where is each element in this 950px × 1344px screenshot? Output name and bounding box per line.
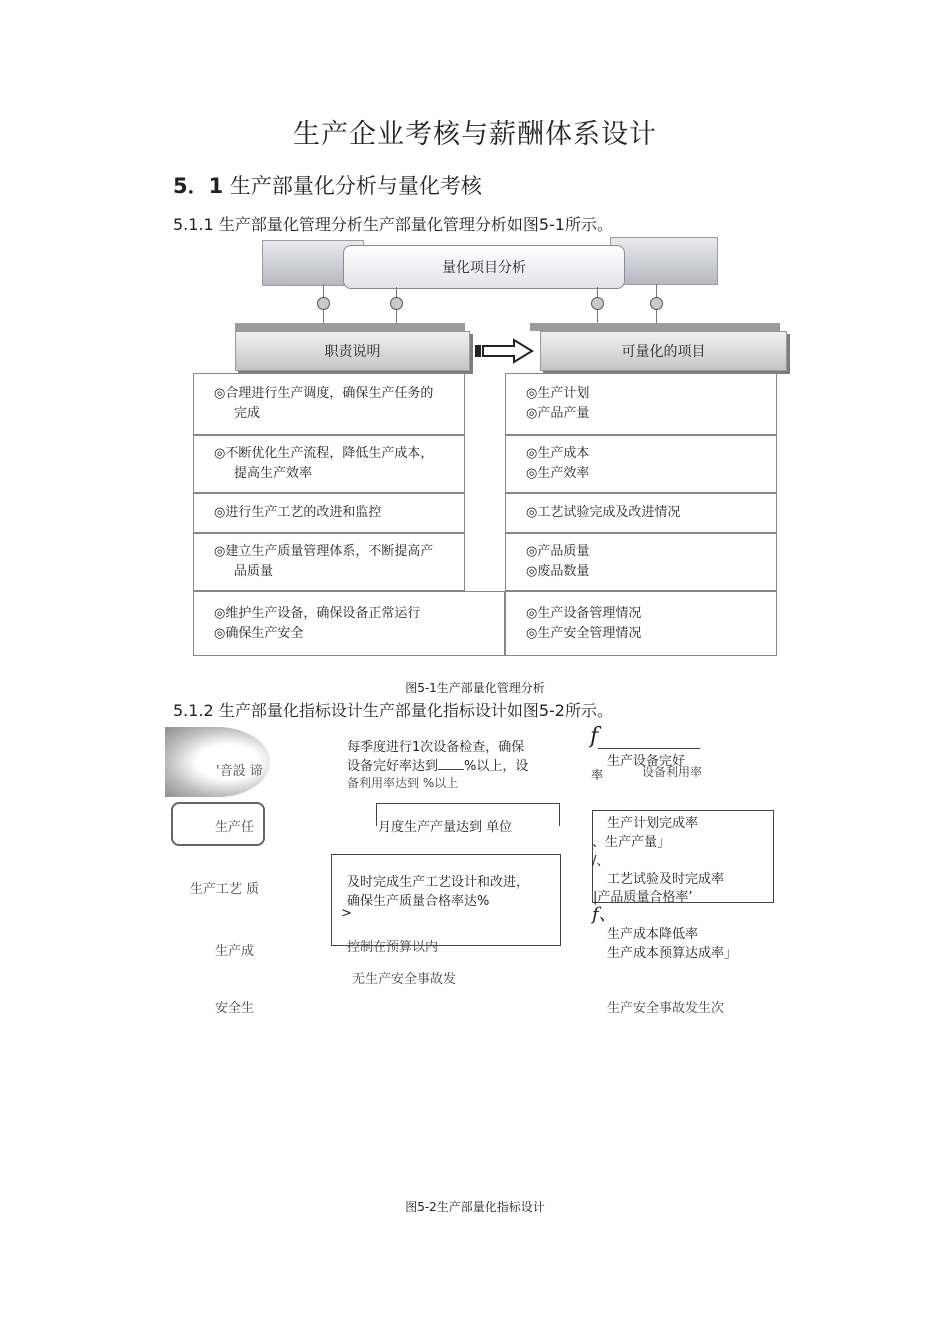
- equip-text-3: 备利用率达到 %以上: [347, 776, 459, 790]
- left-label-cost: 生产成: [215, 944, 255, 959]
- subsection-1-heading: [173, 212, 613, 235]
- connector-dot: [591, 297, 604, 310]
- duty-table: [193, 373, 777, 656]
- item-cell: [505, 493, 777, 533]
- craft-text-2: 确保生产质量合格率达%: [347, 894, 490, 909]
- item-line: ◎产品质量: [526, 544, 590, 559]
- right-arrow-icon: [474, 338, 536, 364]
- connector-dot: [650, 297, 663, 310]
- left-label-task: 生产任: [215, 820, 255, 835]
- banner-right-wing: [610, 237, 718, 285]
- item-line: ◎生产设备管理情况: [526, 605, 642, 621]
- duty-line: 完成: [234, 406, 261, 421]
- document-title: 生产企业考核与薪酬体系设计: [293, 119, 657, 150]
- table-gap: [465, 435, 505, 493]
- right-equip-a: 生产设备完好: [607, 754, 686, 769]
- right-header-box: 可量化的项目: [540, 331, 787, 371]
- equip-text-1: 每季度进行1次设备检查，确保: [347, 740, 525, 755]
- table-row: [193, 373, 777, 435]
- subsection-2-text: 生产部量化指标设计生产部量化指标设计如图5-2所示。: [218, 701, 613, 720]
- craft-mark: >: [341, 906, 352, 921]
- table-row: [193, 493, 777, 533]
- duty-line: ◎建立生产质量管理体系，不断提高产: [214, 544, 434, 559]
- connector-dot: [390, 297, 403, 310]
- equip-text-2a: 设备完好率达到: [347, 759, 439, 774]
- cost-text: 控制在预算以内: [347, 940, 439, 955]
- duty-line: ◎维护生产设备，确保设备正常运行: [214, 605, 421, 621]
- duty-line: ◎进行生产工艺的改进和监控: [214, 505, 382, 520]
- left-label-equipment: '音設 谛: [216, 764, 263, 779]
- table-gap: [465, 373, 505, 435]
- figure2-caption: 图5-2生产部量化指标设计: [405, 1200, 545, 1214]
- right-craft-1: 工艺试验及时完成率: [607, 872, 725, 887]
- table-row: [193, 591, 777, 656]
- item-cell: [505, 533, 777, 591]
- item-cell: [505, 373, 777, 435]
- right-plan-2: 、生产产量」: [592, 835, 671, 850]
- equip-underline: [598, 748, 700, 749]
- right-equip-b: 率: [591, 768, 604, 782]
- subsection-2-number: 5.1.2: [173, 701, 214, 720]
- subsection-1-number: 5.1.1: [173, 215, 214, 234]
- item-line: ◎生产计划: [526, 386, 590, 401]
- connector-dot: [317, 297, 330, 310]
- left-label-safety: 安全生: [215, 1001, 255, 1016]
- table-gap: [465, 533, 505, 591]
- duty-line: 提高生产效率: [234, 466, 313, 481]
- figure1-banner: 量化项目分析: [343, 245, 625, 289]
- figure1-caption: 图5-1生产部量化管理分析: [405, 681, 545, 695]
- left-label-craft: 生产工艺 质: [190, 882, 260, 897]
- item-line: ◎生产成本: [526, 446, 590, 461]
- section-heading: [173, 170, 482, 200]
- section-title: 生产部量化分析与量化考核: [229, 174, 482, 198]
- craft-text-1: 及时完成生产工艺设计和改进，: [347, 875, 530, 890]
- right-header-top: [530, 323, 780, 331]
- f-mark: f: [590, 724, 599, 749]
- left-header-box: 职责说明: [235, 331, 470, 371]
- task-text: 月度生产产量达到 单位: [378, 820, 513, 835]
- table-row: [193, 533, 777, 591]
- table-row: [193, 435, 777, 493]
- item-cell: [505, 435, 777, 493]
- right-cost-1: 生产成本降低率: [607, 927, 699, 942]
- duty-line: ◎确保生产安全: [214, 625, 304, 641]
- right-plan-1: 生产计划完成率: [607, 816, 699, 831]
- item-line: ◎废品数量: [526, 564, 590, 579]
- item-line: ◎生产效率: [526, 466, 590, 481]
- right-craft-2: |产品质量合格率’: [593, 890, 693, 905]
- duty-cell: [193, 435, 465, 493]
- duty-line: ◎不断优化生产流程，降低生产成本，: [214, 446, 434, 461]
- duty-cell: [193, 493, 465, 533]
- duty-cell: [193, 533, 465, 591]
- right-safety: 生产安全事故发生次: [607, 1001, 725, 1016]
- subsection-1-text: 生产部量化管理分析生产部量化管理分析如图5-1所示。: [218, 215, 613, 234]
- safety-text: 无生产安全事故发: [352, 972, 457, 987]
- right-plan-mark: /、: [592, 854, 610, 869]
- duty-cell: [193, 373, 465, 435]
- duty-line: 品质量: [234, 564, 274, 579]
- table-gap: [465, 493, 505, 533]
- section-number: 5．1: [173, 174, 224, 198]
- equip-text-2: [347, 755, 528, 774]
- item-cell: [505, 591, 777, 656]
- f-mark-2: f、: [592, 904, 617, 925]
- left-header-top: [235, 323, 465, 331]
- duty-line: ◎合理进行生产调度，确保生产任务的: [214, 386, 434, 401]
- subsection-2-heading: [173, 698, 613, 721]
- duty-cell: [193, 591, 505, 656]
- item-line: ◎生产安全管理情况: [526, 625, 642, 641]
- equip-text-2b: %以上，设: [464, 759, 529, 774]
- item-line: ◎工艺试验完成及改进情况: [526, 505, 681, 520]
- right-cost-2: 生产成本预算达成率」: [607, 946, 738, 961]
- item-line: ◎产品产量: [526, 406, 590, 421]
- right-equip-c: 设备利用率: [642, 765, 703, 779]
